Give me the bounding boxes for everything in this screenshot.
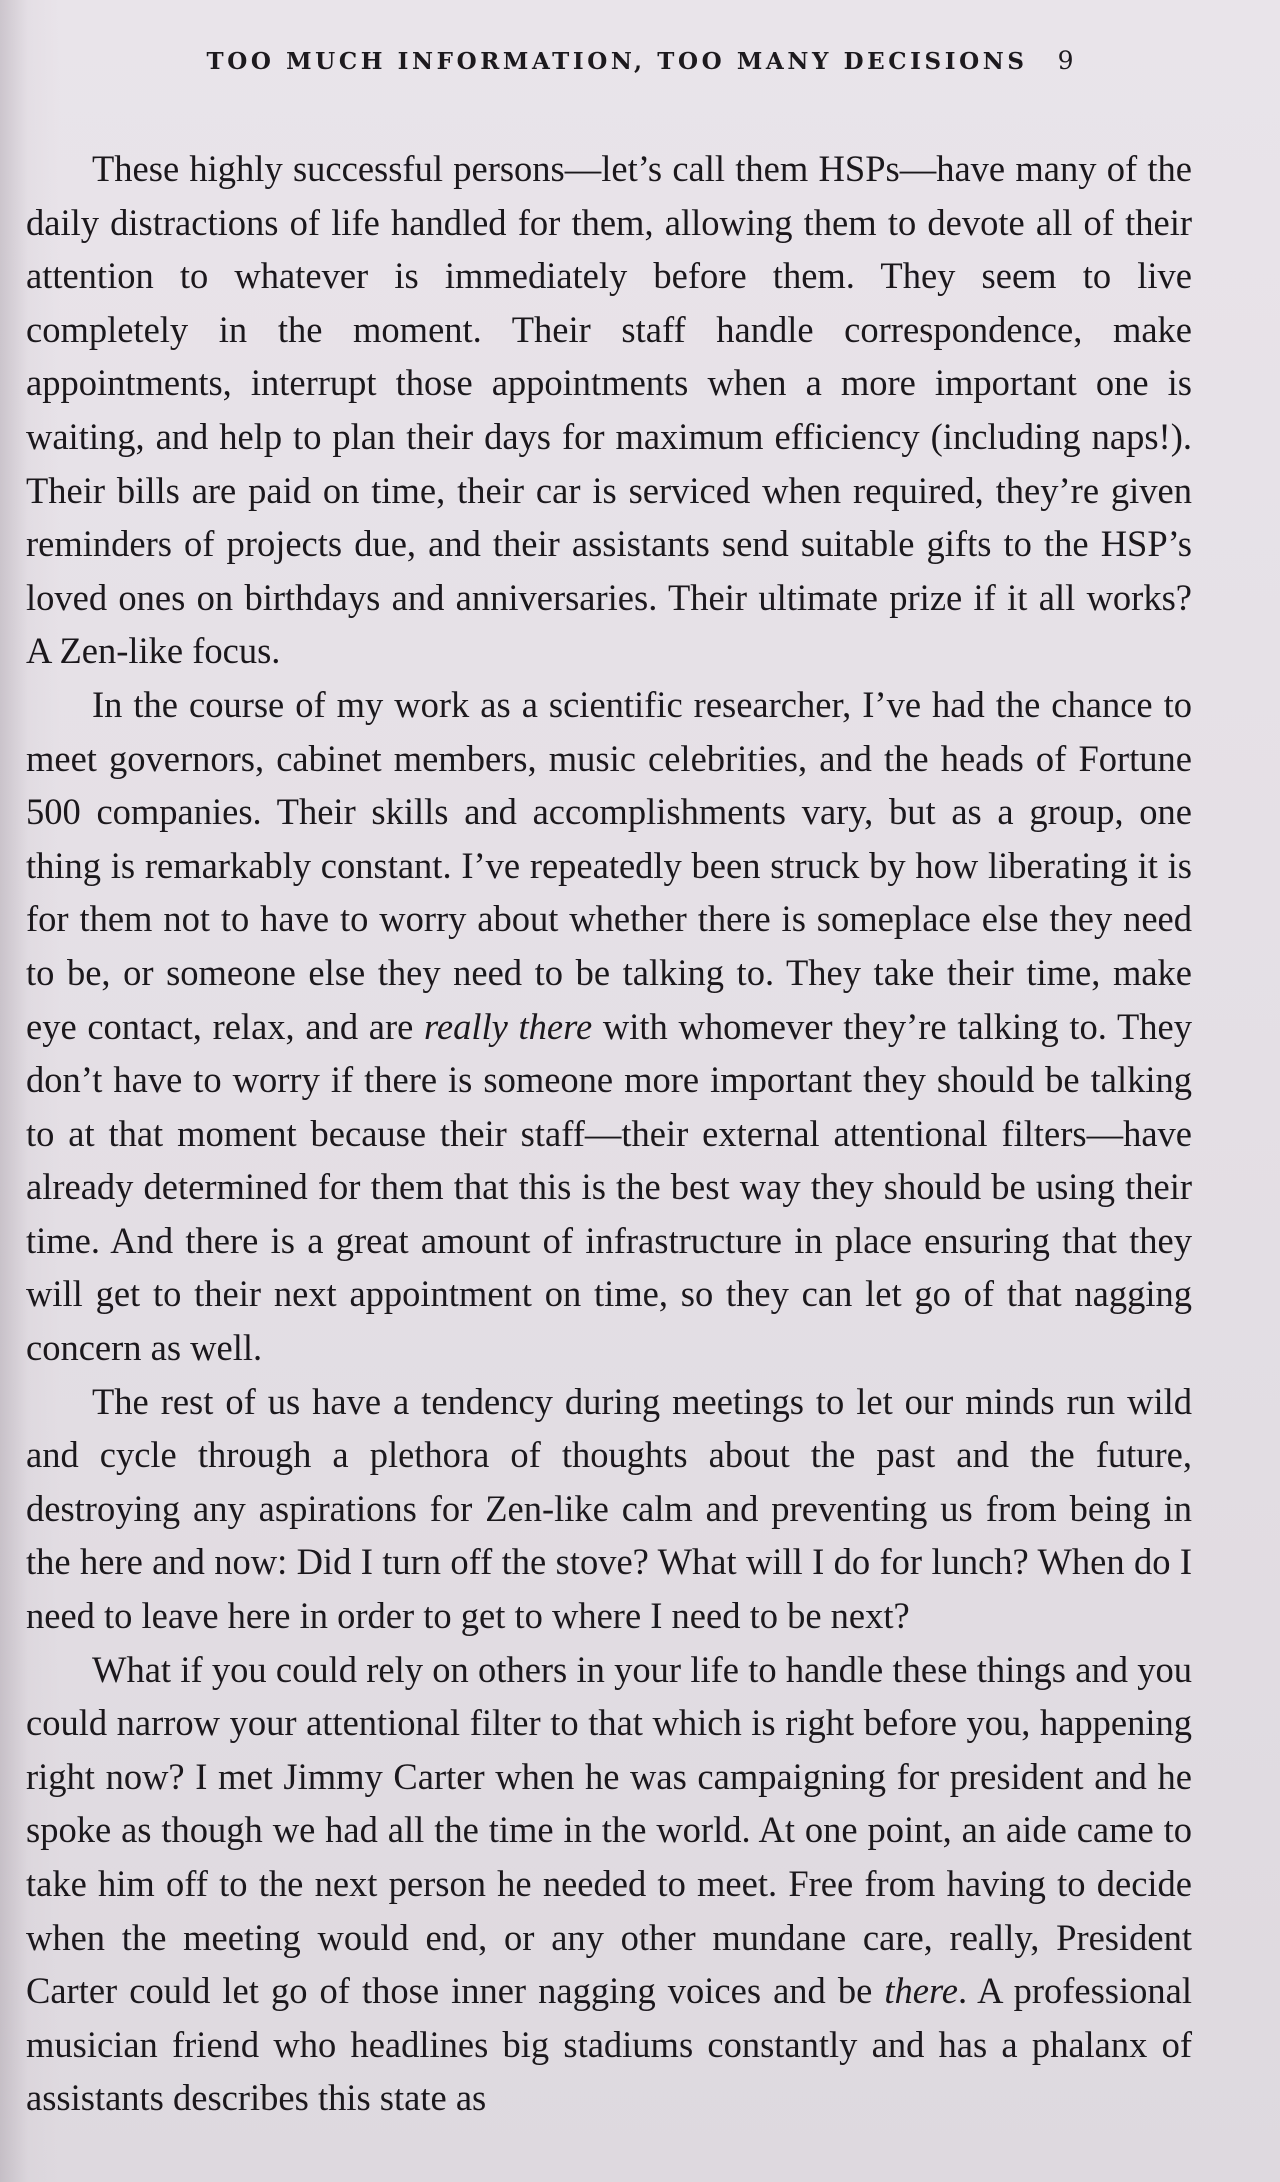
body-text [26, 142, 1192, 2125]
running-head [0, 46, 1280, 75]
paragraph-2-part-2: with whomever they’re talking to. They don’t have to worry if there is someone more important they should be talking to at that moment because their staff—their external attentional filters—have already determined for them that this is the best way they should be using their time. And there is a great amount of infrastructure in place ensuring that they will get to their next appointment on time, so they can let go of that nagging concern as well. [26, 1005, 1192, 1369]
paragraph-2 [26, 678, 1192, 1375]
page-number: 9 [1057, 46, 1074, 75]
paragraph-4-part-1: What if you could rely on others in your life to handle these things and you could narrow your attentional filter to that which is right before you, happening right now? I met Jimmy Carter when he was campaigning for president and he spoke as though we had all the time in the world. At one point, an aide came to take him off to the next person he needed to meet. Free from having to decide when the meeting would end, or any other mundane care, really, President Carter could let go of those inner nagging voices and be [26, 1648, 1192, 2012]
emphasis-there: there [884, 1970, 959, 2012]
paragraph-2-part-1: In the course of my work as a scientific researcher, I’ve had the chance to meet governors, cabinet members, music celebrities, and the heads of Fortune 500 companies. Their skills and accomplishments vary, but as a group, one thing is remarkably constant. I’ve repeatedly been struck by how liberating it is for them not to have to worry about whether there is someplace else they need to be, or someone else they need to be talking to. They take their time, make eye contact, relax, and are [26, 683, 1192, 1047]
paragraph-1: These highly successful persons—let’s call them HSPs—have many of the daily distractions of life handled for them, allowing them to devote all of their attention to whatever is immediately before them. They seem to live completely in the moment. Their staff handle correspondence, make appointments, interrupt those appointments when a more important one is waiting, and help to plan their days for maximum efficiency (including naps!). Their bills are paid on time, their car is serviced when required, they’re given reminders of projects due, and their assistants send suitable gifts to the HSP’s loved ones on birthdays and anniversaries. Their ultimate prize if it all works? A Zen-like focus. [26, 148, 1192, 672]
emphasis-really-there: really there [424, 1005, 593, 1047]
paragraph-4-part-2: . A professional musician friend who headlines big stadiums constantly and has a phalanx of assistants describes this state as [26, 1970, 1192, 2119]
paragraph-3: The rest of us have a tendency during meetings to let our minds run wild and cycle through a plethora of thoughts about the past and the future, destroying any aspirations for Zen-like calm and preventing us from being in the here and now: Did I turn off the stove? What will I do for lunch? When do I need to leave here in order to get to where I need to be next? [26, 1380, 1192, 1637]
paragraph-4 [26, 1643, 1192, 2125]
running-title: TOO MUCH INFORMATION, TOO MANY DECISIONS [206, 48, 1028, 75]
